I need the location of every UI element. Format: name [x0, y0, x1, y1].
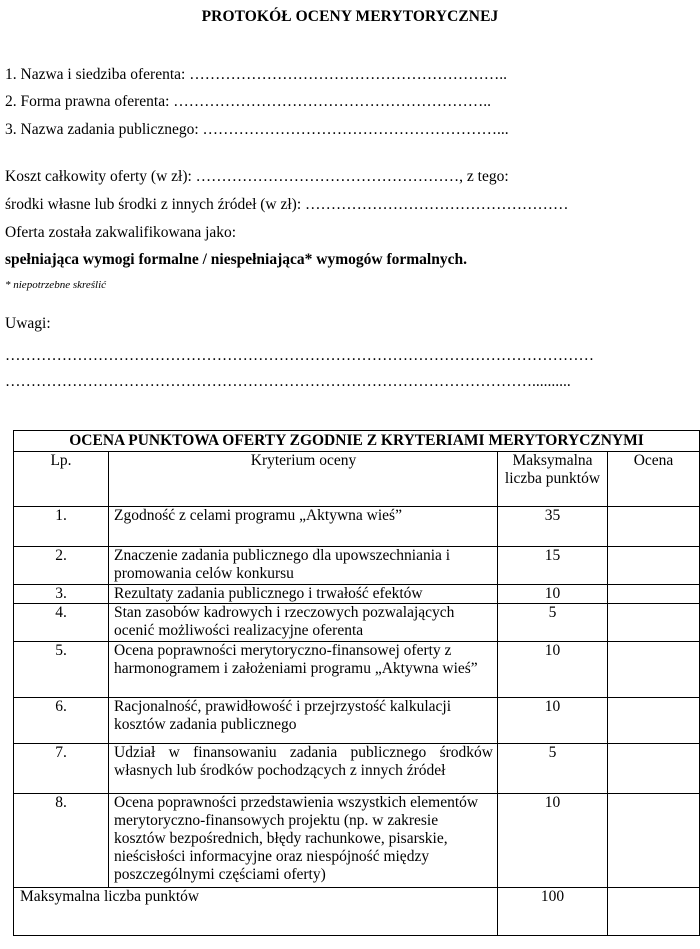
row-max: 15 — [498, 547, 608, 585]
field-srodki-wlasne: środki własne lub środki z innych źródeł (w zł): …………………………………………… — [5, 196, 569, 213]
uwagi-label: Uwagi: — [5, 315, 51, 332]
row-max: 10 — [498, 642, 608, 698]
row-kryterium: Racjonalność, prawidłowość i przejrzystość kalkulacji kosztów zadania publicznego — [109, 698, 498, 744]
table-row — [14, 604, 700, 642]
field-koszt-calkowity: Koszt całkowity oferty (w zł): ……………………………………………, z tego: — [5, 168, 509, 185]
row-kryterium: Zgodność z celami programu „Aktywna wieś” — [109, 507, 498, 547]
uwagi-line-1: …………………………………………………………………………………………………… — [5, 347, 594, 364]
row-max: 10 — [498, 698, 608, 744]
row-ocena[interactable] — [608, 547, 700, 585]
sum-value: 100 — [498, 888, 608, 936]
table-row — [14, 642, 700, 698]
table-row — [14, 585, 700, 604]
sum-label: Maksymalna liczba punktów — [14, 888, 498, 936]
row-lp: 6. — [14, 698, 109, 744]
document-title: PROTOKÓŁ OCENY MERYTORYCZNEJ — [201, 8, 499, 25]
row-lp: 2. — [14, 547, 109, 585]
table-row — [14, 794, 700, 888]
row-ocena[interactable] — [608, 585, 700, 604]
row-kryterium: Ocena poprawności przedstawienia wszystkich elementów merytoryczno-finansowych projektu (np. w zakresie kosztów bezpośrednich, błędy rachunkowe, pisarskie, nieścisłości informacyjne oraz niespójność między poszczególnymi częściami oferty) — [109, 794, 498, 888]
field-forma-prawna: 2. Forma prawna oferenta: …………………………………………………….. — [5, 93, 492, 110]
footnote: * niepotrzebne skreślić — [5, 279, 107, 291]
row-lp: 3. — [14, 585, 109, 604]
field-nazwa-zadania: 3. Nazwa zadania publicznego: …………………………………………………... — [5, 121, 509, 138]
row-ocena[interactable] — [608, 507, 700, 547]
row-lp: 1. — [14, 507, 109, 547]
row-lp: 4. — [14, 604, 109, 642]
criteria-table — [13, 430, 700, 936]
row-kryterium: Stan zasobów kadrowych i rzeczowych pozwalających ocenić możliwości realizacyjne oferenta — [109, 604, 498, 642]
table-row — [14, 507, 700, 547]
field-nazwa-oferenta: 1. Nazwa i siedziba oferenta: …………………………………………………….. — [5, 66, 507, 83]
table-heading: OCENA PUNKTOWA OFERTY ZGODNIE Z KRYTERIAMI MERYTORYCZNYMI — [14, 431, 700, 452]
kwalifikacja-label: Oferta została zakwalifikowana jako: — [5, 224, 237, 241]
sum-ocena[interactable] — [608, 888, 700, 936]
row-kryterium: Znaczenie zadania publicznego dla upowszechniania i promowania celów konkursu — [109, 547, 498, 585]
row-ocena[interactable] — [608, 642, 700, 698]
row-lp: 8. — [14, 794, 109, 888]
row-lp: 7. — [14, 744, 109, 794]
table-row — [14, 547, 700, 585]
table-sum-row — [14, 888, 700, 936]
col-header-lp: Lp. — [14, 452, 109, 507]
table-row — [14, 698, 700, 744]
row-max: 5 — [498, 744, 608, 794]
row-ocena[interactable] — [608, 698, 700, 744]
row-max: 5 — [498, 604, 608, 642]
wymogi-formalne-text: spełniająca wymogi formalne / niespełniająca* wymogów formalnych. — [5, 251, 467, 268]
uwagi-line-2: ………………………………………………………………………………………….......... — [5, 373, 571, 390]
col-header-ocena: Ocena — [608, 452, 700, 507]
row-kryterium: Ocena poprawności merytoryczno-finansowej oferty z harmonogramem i założeniami programu „Aktywna wieś” — [109, 642, 498, 698]
table-header-row — [14, 452, 700, 507]
row-max: 10 — [498, 794, 608, 888]
col-header-max: Maksymalna liczba punktów — [498, 452, 608, 507]
row-ocena[interactable] — [608, 794, 700, 888]
row-kryterium: Rezultaty zadania publicznego i trwałość efektów — [109, 585, 498, 604]
row-max: 35 — [498, 507, 608, 547]
row-kryterium: Udział w finansowaniu zadania publicznego środków własnych lub środków pochodzących z innych źródeł — [109, 744, 498, 794]
row-ocena[interactable] — [608, 744, 700, 794]
table-row — [14, 744, 700, 794]
row-max: 10 — [498, 585, 608, 604]
col-header-kryterium: Kryterium oceny — [109, 452, 498, 507]
row-ocena[interactable] — [608, 604, 700, 642]
row-lp: 5. — [14, 642, 109, 698]
